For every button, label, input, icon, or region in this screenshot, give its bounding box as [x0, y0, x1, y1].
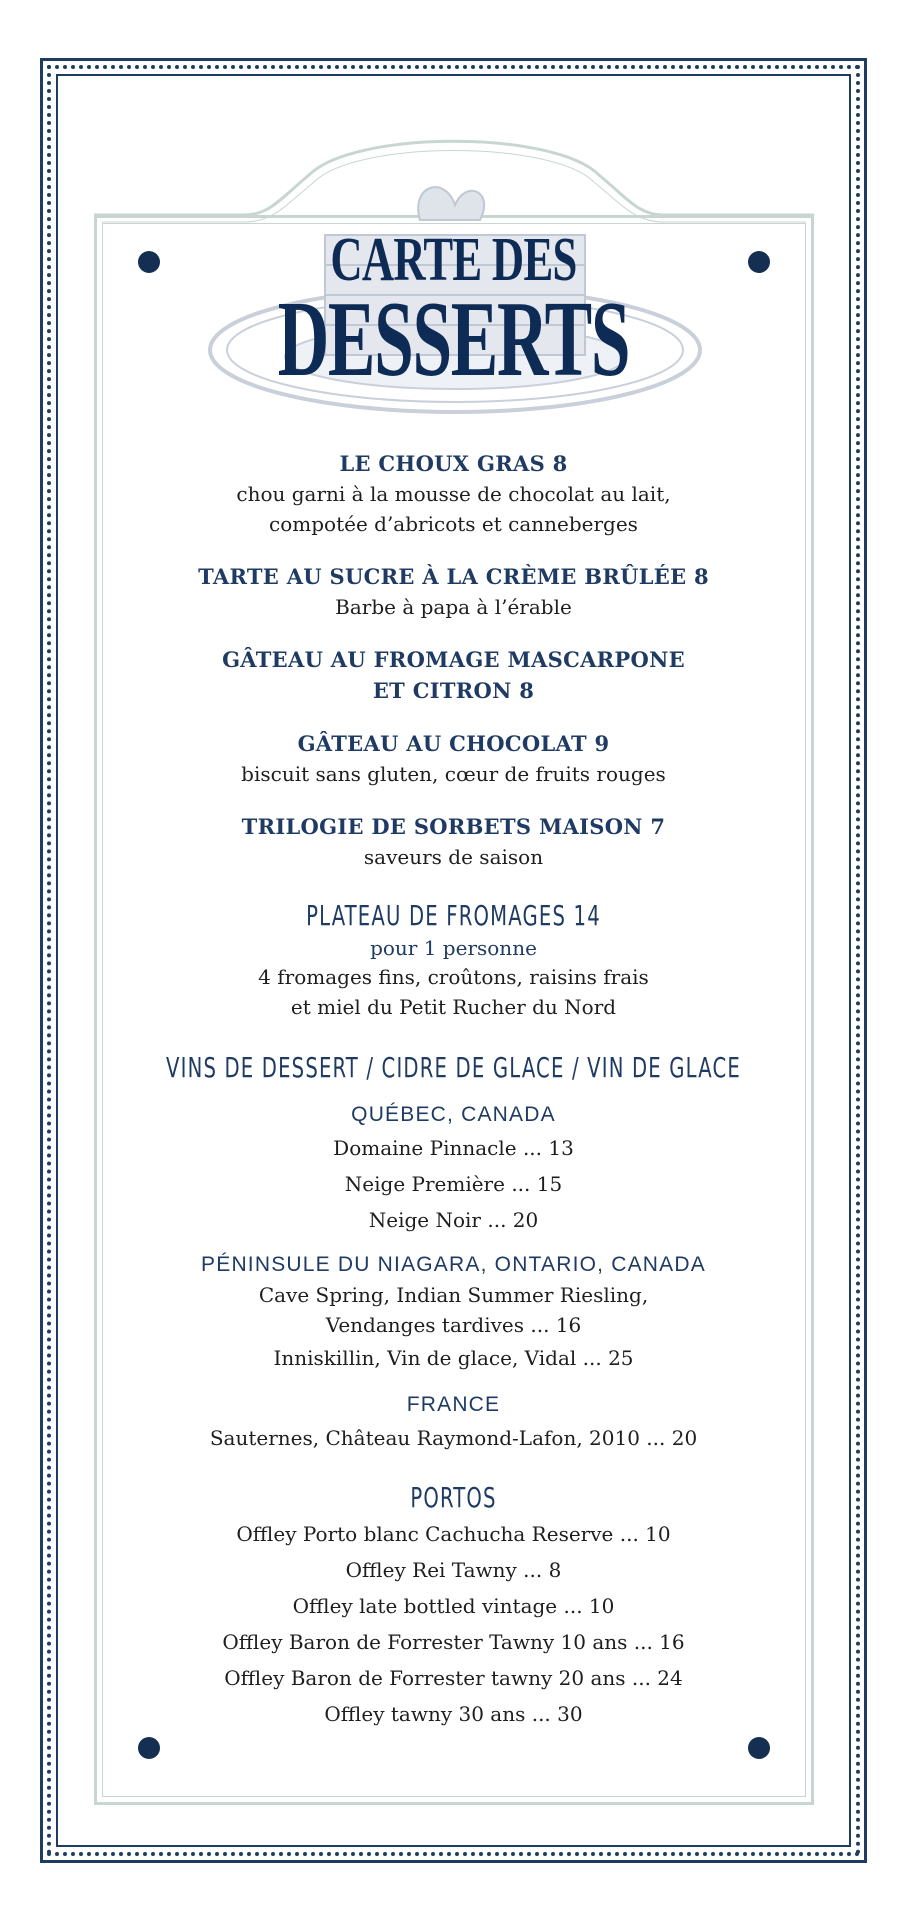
corner-dot-bottom-right — [748, 1737, 770, 1759]
port-item: Offley Rei Tawny ... 8 — [345, 1558, 562, 1582]
menu-content — [110, 448, 797, 1732]
cheese-title: PLATEAU DE FROMAGES 14 — [306, 899, 601, 932]
wine-item: Sauternes, Château Raymond-Lafon, 2010 ... 20 — [209, 1426, 698, 1450]
wine-item — [110, 1280, 797, 1340]
port-item: Offley late bottled vintage ... 10 — [292, 1594, 615, 1618]
dessert-title: GÂTEAU AU FROMAGE MASCARPONE — [222, 647, 685, 672]
wine-section — [110, 1050, 797, 1456]
dessert-title: TARTE AU SUCRE À LA CRÈME BRÛLÉE 8 — [198, 564, 709, 589]
region-heading: QUÉBEC, CANADA — [351, 1103, 556, 1126]
wine-item-line2: Vendanges tardives ... 16 — [325, 1313, 582, 1337]
dessert-item — [110, 561, 797, 622]
dessert-item — [110, 448, 797, 539]
dessert-description: chou garni à la mousse de chocolat au lait, — [236, 482, 671, 506]
ports-section — [110, 1480, 797, 1732]
cheese-description: et miel du Petit Rucher du Nord — [290, 995, 617, 1019]
cheese-plate — [110, 898, 797, 1022]
wine-item: Neige Noir ... 20 — [368, 1208, 539, 1232]
dessert-item — [110, 811, 797, 872]
dessert-title: GÂTEAU AU CHOCOLAT 9 — [297, 731, 610, 756]
dessert-title: LE CHOUX GRAS 8 — [339, 451, 568, 476]
dessert-description: Barbe à papa à l’érable — [335, 595, 572, 619]
menu-title-line1: CARTE DES — [330, 226, 577, 294]
port-item: Offley Baron de Forrester tawny 20 ans ... 24 — [224, 1666, 683, 1690]
ports-title: PORTOS — [410, 1481, 497, 1514]
wine-item: Domaine Pinnacle ... 13 — [333, 1136, 574, 1160]
dessert-item — [110, 728, 797, 789]
corner-dot-bottom-left — [138, 1737, 160, 1759]
dessert-description: saveurs de saison — [363, 845, 544, 869]
wine-item: Neige Première ... 15 — [344, 1172, 563, 1196]
dessert-description: biscuit sans gluten, cœur de fruits rouges — [241, 762, 666, 786]
port-item: Offley Porto blanc Cachucha Reserve ... 10 — [236, 1522, 671, 1546]
wine-item: Inniskillin, Vin de glace, Vidal ... 25 — [273, 1346, 634, 1370]
port-item: Offley tawny 30 ans ... 30 — [324, 1702, 583, 1726]
wine-item-line1: Cave Spring, Indian Summer Riesling, — [258, 1283, 649, 1307]
cheese-description: 4 fromages fins, croûtons, raisins frais — [258, 965, 649, 989]
dessert-description: compotée d’abricots et canneberges — [269, 512, 638, 536]
dessert-title: TRILOGIE DE SORBETS MAISON 7 — [241, 814, 666, 839]
wine-section-title: VINS DE DESSERT / CIDRE DE GLACE / VIN DE GLACE — [166, 1051, 741, 1084]
port-item: Offley Baron de Forrester Tawny 10 ans ... 16 — [222, 1630, 685, 1654]
dessert-item — [110, 644, 797, 706]
region-heading: FRANCE — [406, 1393, 501, 1416]
region-heading: PÉNINSULE DU NIAGARA, ONTARIO, CANADA — [201, 1253, 706, 1276]
cheese-note: pour 1 personne — [370, 936, 537, 960]
menu-title-line2: DESSERTS — [277, 280, 630, 399]
dessert-title-continued: ET CITRON 8 — [372, 678, 535, 703]
